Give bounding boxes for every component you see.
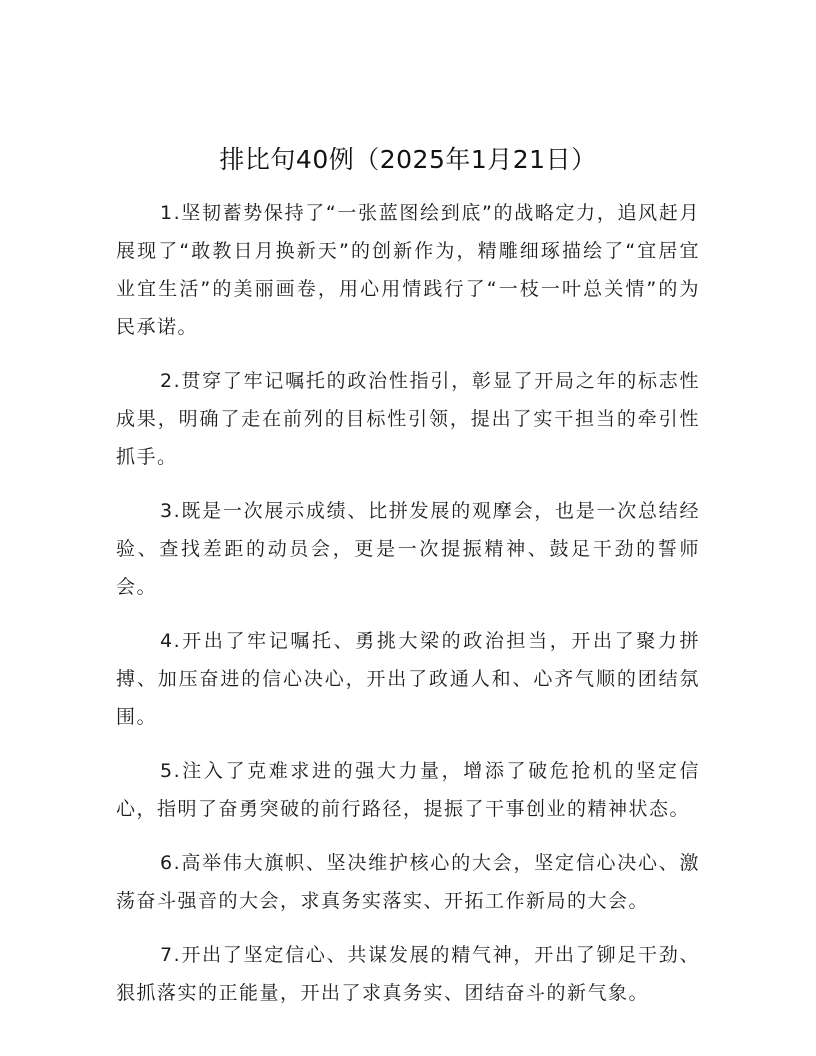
paragraph-6: 6.高举伟大旗帜、坚决维护核心的大会，坚定信心决心、激荡奋斗强音的大会，求真务实落实、开拓工作新局的大会。	[116, 852, 700, 912]
document-body	[116, 194, 700, 1028]
paragraph-5: 5.注入了克难求进的强大力量，增添了破危抢机的坚定信心，指明了奋勇突破的前行路径，提振了干事创业的精神状态。	[116, 760, 700, 820]
paragraph-7: 7.开出了坚定信心、共谋发展的精气神，开出了铆足干劲、狠抓落实的正能量，开出了求真务实、团结奋斗的新气象。	[116, 944, 700, 1004]
paragraph-1: 1.坚韧蓄势保持了“一张蓝图绘到底”的战略定力，追风赶月展现了“敢教日月换新天”的创新作为，精雕细琢描绘了“宜居宜业宜生活”的美丽画卷，用心用情践行了“一枝一叶总关情”的为民承诺。	[116, 202, 700, 338]
paragraph-3: 3.既是一次展示成绩、比拼发展的观摩会，也是一次总结经验、查找差距的动员会，更是一次提振精神、鼓足干劲的誓师会。	[116, 500, 700, 598]
document-title: 排比句40例（2025年1月21日）	[219, 145, 597, 174]
paragraph-4: 4.开出了牢记嘱托、勇挑大梁的政治担当，开出了聚力拼搏、加压奋进的信心决心，开出了政通人和、心齐气顺的团结氛围。	[116, 630, 700, 728]
paragraph-2: 2.贯穿了牢记嘱托的政治性指引，彰显了开局之年的标志性成果，明确了走在前列的目标性引领，提出了实干担当的牵引性抓手。	[116, 370, 700, 468]
